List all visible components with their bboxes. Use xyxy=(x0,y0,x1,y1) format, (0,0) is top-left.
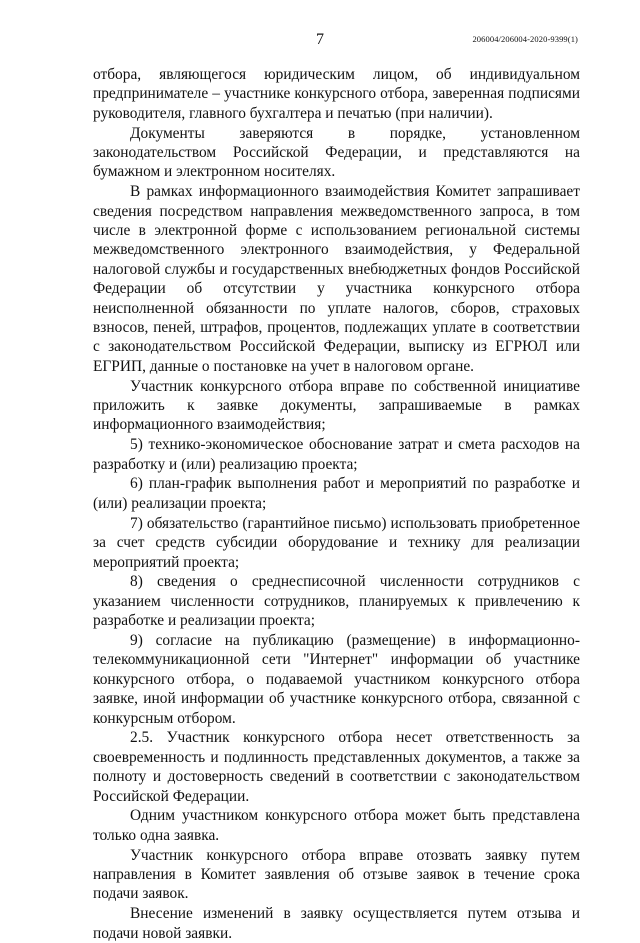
section-2-5: 2.5. Участник конкурсного отбора несет ответственность за своевременность и подлинность представленных документов, а также за полноту и достоверность сведений в соответствии с законодательством Российской Федерации. xyxy=(93,729,580,805)
list-item-9: 9) согласие на публикацию (размещение) в информационно-телекоммуникационной сети "Интернет" информации об участнике конкурсного отбора, о подаваемой участником конкурсного отбора заявке, иной информации об участнике конкурсного отбора, связанной с конкурсным отбором. xyxy=(93,631,580,727)
paragraph-interagency-request: В рамках информационного взаимодействия Комитет запрашивает сведения посредством направления межведомственного запроса, в том числе в электронной форме с использованием региональной системы межведомственного электронного взаимодействия, у Федеральной налоговой службы и государственных внебюджетных фондов Российской Федерации об отсутствии у участника конкурсного отбора неисполненной обязанности по уплате налогов, сборов, страховых взносов, пеней, штрафов, процентов, подлежащих уплате в соответствии с законодательством Российской Федерации, выписку из ЕГРЮЛ или ЕГРИП, данные о постановке на учет в налоговом органе. xyxy=(93,183,580,375)
document-body xyxy=(93,65,580,943)
page-number: 7 xyxy=(316,31,324,48)
paragraph-certification: Документы заверяются в порядке, установленном законодательством Российской Федерации, и представляются на бумажном и электронном носителях. xyxy=(93,124,580,181)
paragraph-amend-application: Внесение изменений в заявку осуществляется путем отзыва и подачи новой заявки. xyxy=(93,905,580,942)
list-item-8: 8) сведения о среднесписочной численности сотрудников с указанием численности сотрудников, планируемых к привлечению к разработке и реализации проекта; xyxy=(93,573,580,630)
paragraph-continuation: отбора, являющегося юридическим лицом, об индивидуальном предпринимателе – участнике конкурсного отбора, заверенная подписями руководителя, главного бухгалтера и печатью (при наличии). xyxy=(93,66,580,122)
document-code: 206004/206004-2020-9399(1) xyxy=(472,34,578,44)
paragraph-one-application: Одним участником конкурсного отбора может быть представлена только одна заявка. xyxy=(93,807,580,844)
list-item-5: 5) технико-экономическое обоснование затрат и смета расходов на разработку и (или) реализацию проекта; xyxy=(93,436,580,473)
paragraph-own-initiative: Участник конкурсного отбора вправе по собственной инициативе приложить к заявке документы, запрашиваемые в рамках информационного взаимодействия; xyxy=(93,377,580,434)
paragraph-withdraw-application: Участник конкурсного отбора вправе отозвать заявку путем направления в Комитет заявления об отзыве заявок в течение срока подачи заявок. xyxy=(93,846,580,903)
list-item-7: 7) обязательство (гарантийное письмо) использовать приобретенное за счет средств субсидии оборудование и технику для реализации мероприятий проекта; xyxy=(93,514,580,571)
list-item-6: 6) план-график выполнения работ и мероприятий по разработке и (или) реализации проекта; xyxy=(93,475,580,512)
